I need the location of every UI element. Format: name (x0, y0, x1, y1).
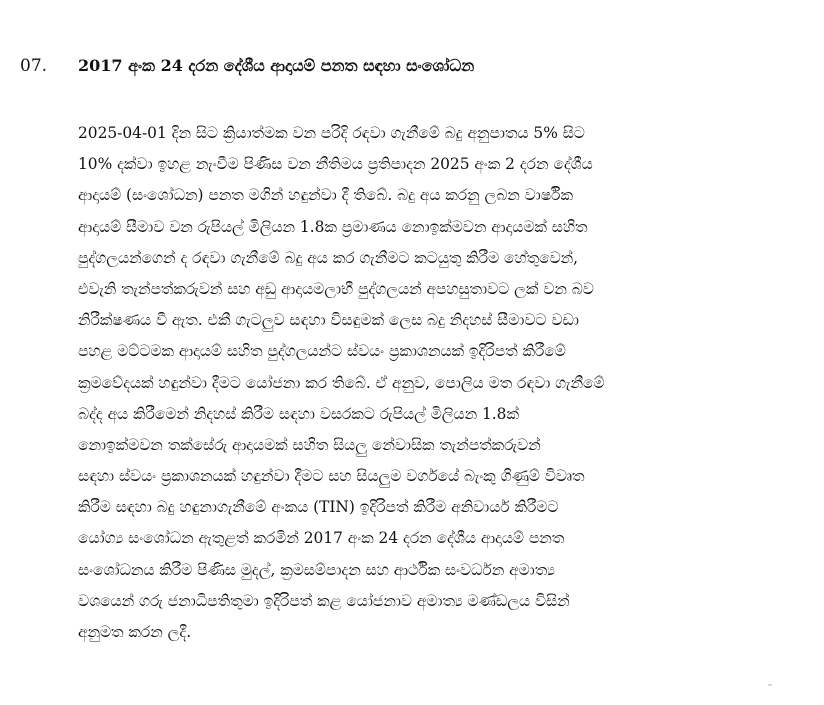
section-title: 2017 අංක 24 දරන දේශීය ආදායම් පනත සඳහා සංශෝධන (78, 56, 475, 75)
paragraph-line: කිරීම සඳහා බදු හඳුනාගැනීමේ අංකය (TIN) ඉදිරිපත් කිරීම අනිවාර්ය කිරීමට (78, 498, 559, 517)
paragraph-line: සඳහා ස්වයං ප්‍රකාශනයක් හඳුන්වා දීමට සහ සියලුම වර්ගයේ බැංකු ගිණුම් විවෘත (78, 467, 585, 486)
section-heading (20, 56, 800, 76)
paragraph-line: අනුමත කරන ලදී. (78, 623, 192, 641)
paragraph-line: එවැනි තැන්පත්කරුවන් සහ අඩු ආදායමලාභී පුද්ගලයන් අපහසුතාවට ලක් වන බව (78, 279, 594, 298)
paragraph-line: ආදායම් (සංශෝධන) පනත මගින් හඳුන්වා දී තිබේ. බදු අය කරනු ලබන වාර්ෂික (78, 186, 573, 205)
paragraph-line: පහළ මට්ටමක ආදායම් සහිත පුද්ගලයන්ට ස්වයං ප්‍රකාශනයක් ඉදිරිපත් කිරීමේ (78, 342, 566, 361)
paragraph-line: පුද්ගලයන්ගෙන් ද රඳවා ගැනීමේ බදු අය කර ගැනීමට කටයුතු කිරීම හේතුවෙන්, (78, 248, 579, 267)
paragraph-line: යෝග්‍ය සංශෝධන ඇතුළත් කරමින් 2017 අංක 24 දරන දේශීය ආදායම් පනත (78, 529, 565, 548)
paragraph-line: ආදායම් සීමාව වන රුපියල් මිලියන 1.8ක ප්‍රමාණය නොඉක්මවන ආදායමක් සහිත (78, 217, 588, 236)
paragraph-line: 2025-04-01 දින සිට ක්‍රියාත්මක වන පරිදි රඳවා ගැනීමේ බදු අනුපාතය 5% සිට (78, 124, 585, 142)
section-paragraph (78, 118, 798, 648)
section-number: 07. (20, 56, 48, 76)
scan-speck (768, 684, 772, 686)
paragraph-line: ක්‍රමවේදයක් හඳුන්වා දීමට යෝජනා කර තිබේ. ඒ අනුව, පොලිය මත රඳවා ගැනීමේ (78, 373, 605, 392)
paragraph-line: සංශෝධනය කිරීම පිණිස මුදල්, ක්‍රමසම්පාදන සහ ආර්ථික සංවර්ධන අමාත්‍ය (78, 560, 555, 579)
paragraph-line: වශයෙන් ගරු ජනාධිපතිතුමා ඉදිරිපත් කළ යෝජනාව අමාත්‍ය මණ්ඩලය විසින් (78, 591, 570, 610)
paragraph-line: නොඉක්මවන තක්සේරු ආදායමක් සහිත සියලු නේවාසික තැන්පත්කරුවන් (78, 435, 541, 454)
paragraph-line: නිරීක්ෂණය වී ඇත. එකී ගැටලුව සඳහා විසඳුමක් ලෙස බදු නිදහස් සීමාවට වඩා (78, 311, 579, 330)
paragraph-line: 10% දක්වා ඉහළ නැංවීම පිණිස වන නීතිමය ප්‍රතිපාදන 2025 අංක 2 දරන දේශීය (78, 155, 593, 174)
paragraph-line: බද්ද අය කිරීමෙන් නිදහස් කිරීම සඳහා වසරකට රුපියල් මිලියන 1.8ක් (78, 404, 519, 423)
